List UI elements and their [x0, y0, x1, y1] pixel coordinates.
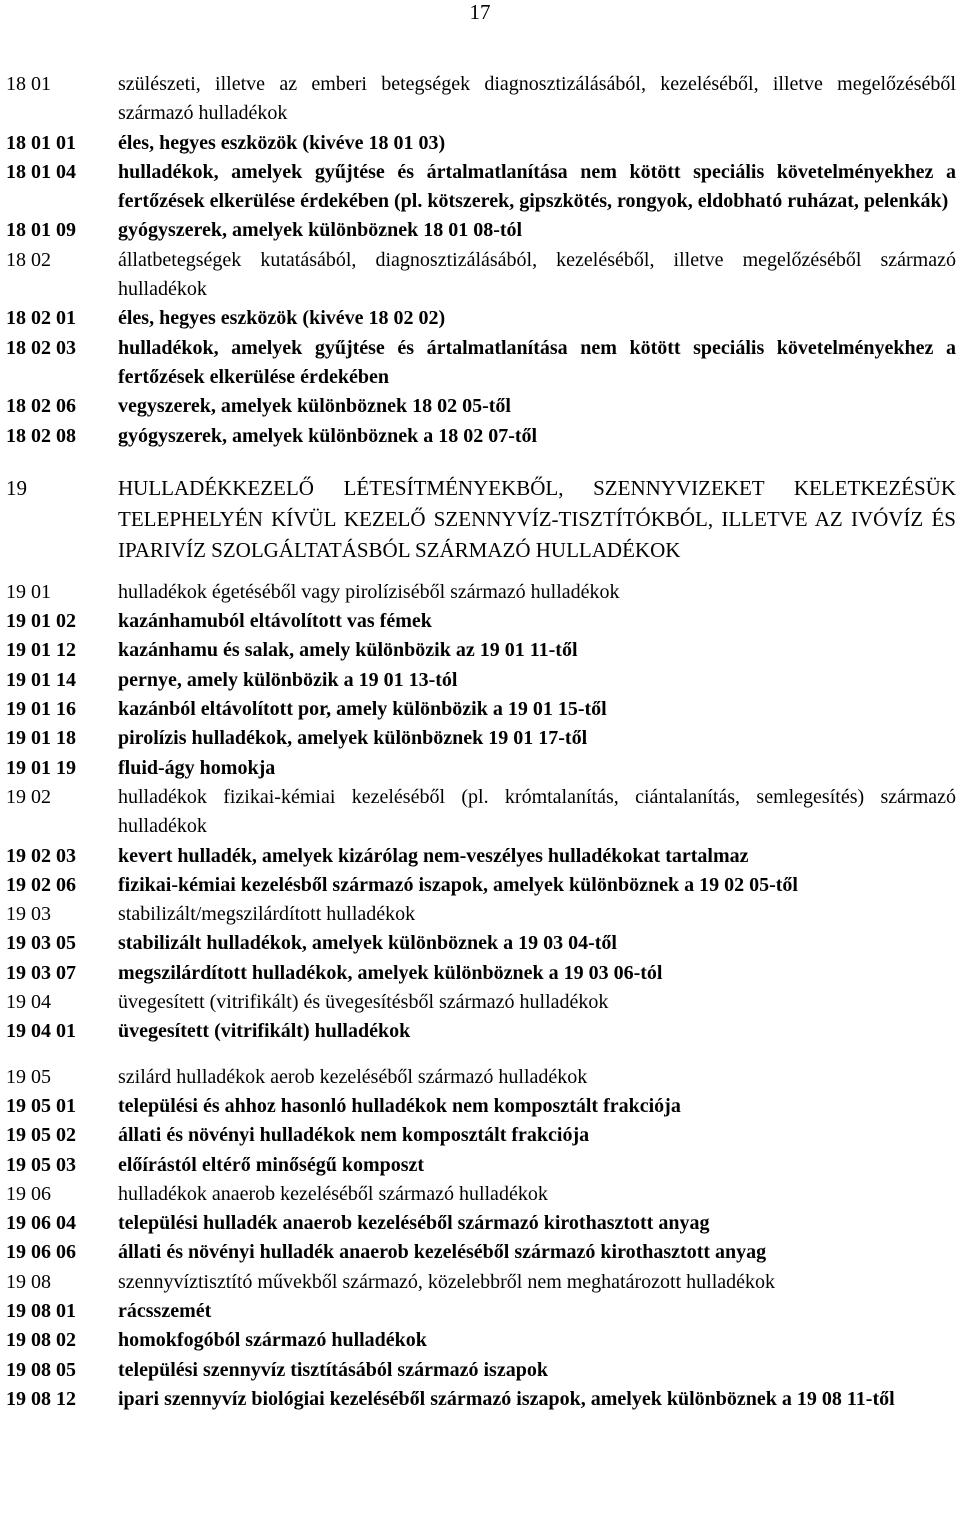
list-item: [6, 871, 956, 900]
entry-text: pirolízis hulladékok, amelyek különböznek 19 01 17-től: [118, 727, 588, 750]
list-item: [6, 959, 956, 988]
list-item: [6, 1151, 956, 1180]
entry-code: 19 03: [6, 903, 51, 926]
waste-code-list: [6, 70, 956, 1414]
entry-code: 19 01 19: [6, 756, 76, 779]
list-item: [6, 754, 956, 783]
entry-code: 18 02 08: [6, 424, 76, 447]
entry-text: szennyvíztisztító művekből származó, közelebbről nem meghatározott hulladékok: [118, 1270, 776, 1293]
entry-code: 19 08: [6, 1270, 51, 1293]
list-item: [6, 1268, 956, 1297]
list-item: [6, 216, 956, 245]
list-item: [6, 1092, 956, 1121]
entry-text: szilárd hulladékok aerob kezeléséből származó hulladékok: [118, 1065, 588, 1088]
entry-text: fluid-ágy homokja: [118, 756, 276, 779]
entry-code: 19 05: [6, 1065, 51, 1088]
list-item: [6, 1385, 956, 1414]
entry-text: üvegesített (vitrifikált) és üvegesítésből származó hulladékok: [118, 991, 609, 1014]
entry-code: 19 02: [6, 785, 51, 808]
entry-text: stabilizált/megszilárdított hulladékok: [118, 903, 416, 926]
entry-code: 18 01 04: [6, 160, 76, 183]
entry-text: kazánhamuból eltávolított vas fémek: [118, 610, 432, 633]
list-item: [6, 695, 956, 724]
list-item: [6, 70, 956, 129]
entry-text: előírástól eltérő minőségű komposzt: [118, 1153, 425, 1176]
entry-code: 19 03 07: [6, 961, 76, 984]
entry-text: állati és növényi hulladékok nem komposztált frakciója: [118, 1124, 590, 1147]
entry-code: 19 08 12: [6, 1387, 76, 1410]
section-gap: [6, 1047, 956, 1063]
entry-text: hulladékok égetéséből vagy pirolíziséből származó hulladékok: [118, 580, 620, 603]
entry-text: homokfogóból származó hulladékok: [118, 1329, 427, 1352]
entry-text: állatbetegségek kutatásából, diagnosztizálásából, kezeléséből, illetve megelőzéséből származó hulladékok: [118, 248, 956, 301]
entry-text: kazánból eltávolított por, amely különbözik a 19 01 15-től: [118, 698, 607, 721]
list-item: [6, 1209, 956, 1238]
list-item: [6, 246, 956, 305]
entry-code: 19 06 04: [6, 1212, 76, 1235]
entry-text: fizikai-kémiai kezelésből származó iszapok, amelyek különböznek a 19 02 05-től: [118, 873, 798, 896]
list-item: [6, 842, 956, 871]
entry-text: állati és növényi hulladék anaerob kezeléséből származó kirothasztott anyag: [118, 1241, 767, 1264]
chapter-heading: [6, 473, 956, 566]
entry-text: települési hulladék anaerob kezeléséből származó kirothasztott anyag: [118, 1212, 710, 1235]
entry-text: üvegesített (vitrifikált) hulladékok: [118, 1020, 411, 1043]
list-item: [6, 1121, 956, 1150]
entry-code: 19 05 02: [6, 1124, 76, 1147]
entry-code: 19 01 16: [6, 698, 76, 721]
entry-code: 19 04: [6, 991, 51, 1014]
entry-text: települési szennyvíz tisztításából származó iszapok: [118, 1358, 548, 1381]
entry-code: 19: [6, 475, 27, 500]
list-item: [6, 392, 956, 421]
entry-text: pernye, amely különbözik a 19 01 13-tól: [118, 668, 458, 691]
list-item: [6, 1238, 956, 1267]
list-item: [6, 1297, 956, 1326]
entry-text: éles, hegyes eszközök (kivéve 18 01 03): [118, 131, 446, 154]
list-item: [6, 666, 956, 695]
entry-text: kevert hulladék, amelyek kizárólag nem-veszélyes hulladékokat tartalmaz: [118, 844, 749, 867]
entry-text: települési és ahhoz hasonló hulladékok nem komposztált frakciója: [118, 1094, 681, 1117]
entry-code: 19 01 02: [6, 610, 76, 633]
list-item: [6, 1063, 956, 1092]
entry-code: 18 01 01: [6, 131, 76, 154]
entry-text: megszilárdított hulladékok, amelyek különböznek a 19 03 06-tól: [118, 961, 663, 984]
page-number: 17: [469, 0, 491, 24]
list-item: [6, 900, 956, 929]
entry-text: hulladékok fizikai-kémiai kezeléséből (pl. krómtalanítás, ciántalanítás, semlegesítés) származó hulladékok: [118, 785, 956, 838]
list-item: [6, 783, 956, 842]
entry-text: hulladékok anaerob kezeléséből származó hulladékok: [118, 1182, 548, 1205]
entry-text: kazánhamu és salak, amely különbözik az 19 01 11-től: [118, 639, 578, 662]
entry-text: rácsszemét: [118, 1299, 212, 1322]
entry-code: 19 01 18: [6, 727, 76, 750]
list-item: [6, 1326, 956, 1355]
entry-code: 18 01: [6, 73, 51, 95]
list-item: [6, 724, 956, 753]
entry-code: 19 05 01: [6, 1094, 76, 1117]
entry-code: 19 02 06: [6, 873, 76, 896]
list-item: [6, 929, 956, 958]
entry-code: 18 02: [6, 248, 51, 271]
entry-code: 18 02 03: [6, 336, 76, 359]
entry-code: 19 03 05: [6, 932, 76, 955]
list-item: [6, 1356, 956, 1385]
list-item: [6, 129, 956, 158]
entry-text: ipari szennyvíz biológiai kezeléséből származó iszapok, amelyek különböznek a 19 08 11-től: [118, 1387, 895, 1410]
entry-text: hulladékok, amelyek gyűjtése és ártalmatlanítása nem kötött speciális követelményekhez a fertőzések elkerülése érdekében: [118, 336, 956, 388]
list-item: [6, 158, 956, 217]
entry-text: vegyszerek, amelyek különböznek 18 02 05-től: [118, 395, 511, 418]
list-item: [6, 422, 956, 451]
entry-code: 19 01 14: [6, 668, 76, 691]
entry-code: 19 06 06: [6, 1241, 76, 1264]
entry-code: 18 02 06: [6, 395, 76, 418]
entry-text: HULLADÉKKEZELŐ LÉTESÍTMÉNYEKBŐL, SZENNYVIZEKET KELETKEZÉSÜK TELEPHELYÉN KÍVÜL KEZELŐ SZENNYVÍZ-TISZTÍTÓKBÓL, ILLETVE AZ IVÓVÍZ ÉS IPARIVÍZ SZOLGÁLTATÁSBÓL SZÁRMAZÓ HULLADÉKOK: [118, 475, 956, 562]
entry-code: 19 01 12: [6, 639, 76, 662]
entry-code: 19 08 05: [6, 1358, 76, 1381]
entry-text: gyógyszerek, amelyek különböznek 18 01 08-tól: [118, 219, 523, 242]
entry-text: gyógyszerek, amelyek különböznek a 18 02 07-től: [118, 424, 538, 447]
entry-code: 18 02 01: [6, 307, 76, 330]
entry-code: 19 04 01: [6, 1020, 76, 1043]
entry-code: 19 05 03: [6, 1153, 76, 1176]
list-item: [6, 988, 956, 1017]
list-item: [6, 304, 956, 333]
entry-code: 19 01: [6, 580, 51, 603]
entry-text: szülészeti, illetve az emberi betegségek diagnosztizálásából, kezeléséből, illetve megelőzéséből származó hulladékok: [118, 73, 956, 125]
entry-text: stabilizált hulladékok, amelyek különböznek a 19 03 04-től: [118, 932, 617, 955]
section-gap: [6, 451, 956, 473]
list-item: [6, 607, 956, 636]
list-item: [6, 1017, 956, 1046]
entry-code: 19 08 02: [6, 1329, 76, 1352]
list-item: [6, 1180, 956, 1209]
list-item: [6, 334, 956, 393]
list-item: [6, 636, 956, 665]
entry-code: 19 02 03: [6, 844, 76, 867]
entry-code: 18 01 09: [6, 219, 76, 242]
entry-code: 19 06: [6, 1182, 51, 1205]
section-gap: [6, 566, 956, 578]
list-item: [6, 578, 956, 607]
entry-text: éles, hegyes eszközök (kivéve 18 02 02): [118, 307, 446, 330]
entry-text: hulladékok, amelyek gyűjtése és ártalmatlanítása nem kötött speciális követelményekhez a fertőzések elkerülése érdekében (pl. kötszerek, gipszkötés, rongyok, eldobható ruházat, pelenkák): [118, 160, 956, 213]
entry-code: 19 08 01: [6, 1299, 76, 1322]
